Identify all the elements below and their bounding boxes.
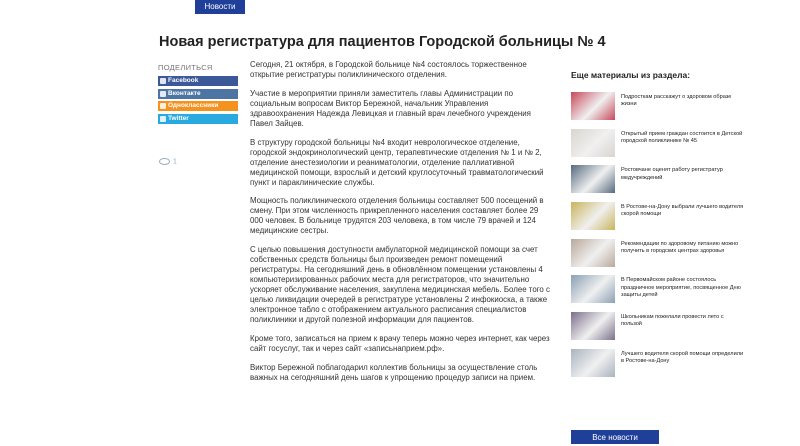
- news-item[interactable]: [571, 275, 751, 306]
- news-thumbnail[interactable]: [571, 275, 615, 303]
- article-paragraph: Мощность поликлинического отделения больницы составляет 500 посещений в смену. При этом численность прикрепленного населения составляет более 29 000 человек. В больнице трудятся 203 человека, в том числе 79 врачей и 124 медицинские сестры.: [250, 196, 544, 236]
- share-button-label: Facebook: [168, 77, 199, 84]
- news-link[interactable]: Лучшего водителя скорой помощи определили в Ростове-на-Дону: [621, 350, 744, 365]
- odnoklassniki-icon: [160, 103, 166, 109]
- share-button-twitter[interactable]: [158, 114, 238, 124]
- related-news-sidebar: [571, 70, 751, 386]
- news-item[interactable]: [571, 202, 751, 233]
- news-link[interactable]: В Ростове-на-Дону выбрали лучшего водителя скорой помощи: [621, 204, 744, 218]
- news-thumbnail[interactable]: [571, 92, 615, 120]
- news-link[interactable]: Рекомендации по здоровому питанию можно получить в городских центрах здоровья: [621, 240, 739, 254]
- news-item[interactable]: [571, 239, 751, 270]
- share-button-facebook[interactable]: [158, 76, 238, 86]
- share-button-label: Вконтакте: [168, 89, 201, 97]
- news-thumbnail[interactable]: [571, 239, 615, 267]
- eye-icon: [159, 158, 170, 165]
- news-thumbnail[interactable]: [571, 202, 615, 230]
- nav-tab-news[interactable]: Новости: [195, 0, 245, 14]
- article-paragraph: Сегодня, 21 октября, в Городской больнице №4 состоялось торжественное открытие регистратуры поликлинического отделения.: [250, 60, 527, 79]
- news-thumbnail[interactable]: [571, 129, 615, 157]
- news-link[interactable]: Ростовчане оценят работу регистратур медучреждений: [621, 167, 723, 181]
- news-item[interactable]: [571, 92, 751, 123]
- news-link[interactable]: Открытый прием граждан состоится в Детской городской поликлинике № 45: [621, 130, 743, 144]
- sidebar-title: Еще материалы из раздела:: [571, 70, 691, 80]
- page-title: Новая регистратура для пациентов Городской больницы № 4: [159, 34, 606, 50]
- news-item[interactable]: [571, 129, 751, 160]
- twitter-icon: [160, 116, 166, 122]
- article-body: [250, 60, 550, 392]
- all-news-button[interactable]: Все новости: [571, 430, 659, 444]
- news-item[interactable]: [571, 312, 751, 343]
- share-button-label: Twitter: [168, 114, 189, 122]
- article-paragraph: Виктор Бережной поблагодарил коллектив больницы за осуществление столь важных на сегодняшний день шагов к упрощению процедур записи на прием.: [250, 362, 538, 382]
- news-thumbnail[interactable]: [571, 349, 615, 377]
- news-link[interactable]: Школьникам пожелали провести лето с пользой: [621, 314, 724, 328]
- article-paragraph: В структуру городской больницы №4 входит неврологическое отделение, городской эндокринологический центр, терапевтические отделения № 1 и № 2, отделение анестезиологии и реаниматологии, отделение паллиативной медицинской помощи, взрослый и детский круглосуточный травматологический пункт и параклинические службы.: [250, 137, 544, 187]
- article-paragraph: С целью повышения доступности амбулаторной медицинской помощи за счет собственных средств больницы был произведен ремонт помещений регистратуры. На сегодняшний день в обновлённом помещении установлены 4 компьютеризированных рабочих места для регистраторов, что значительно ускоряет обслуживание населения, закуплена медицинская мебель. Более того с целью ликвидации очередей в регистратуре установлены 2 инфокиоска, а также электронное табло с отображением актуального расписания специалистов поликлиники и другой полезной информации для пациентов.: [250, 245, 550, 325]
- news-thumbnail[interactable]: [571, 312, 615, 340]
- views-count: 1: [173, 158, 177, 166]
- top-navigation: [0, 0, 800, 14]
- news-thumbnail[interactable]: [571, 165, 615, 193]
- share-panel: [158, 63, 238, 126]
- vk-icon: [160, 91, 166, 97]
- views-counter: [159, 158, 177, 165]
- share-button-label: Одноклассники: [168, 102, 219, 109]
- news-item[interactable]: [571, 165, 751, 196]
- news-link[interactable]: В Первомайском районе состоялось праздничное мероприятие, посвященное Дню защиты детей: [621, 277, 741, 298]
- share-heading: ПОДЕЛИТЬСЯ: [158, 63, 213, 72]
- facebook-icon: [160, 78, 166, 84]
- article-paragraph: Участие в мероприятии приняли заместитель главы Администрации по социальным вопросам Виктор Бережной, начальник Управления здравоохранения Надежда Левицкая и главный врач лечебного учреждения Павел Зайцев.: [250, 88, 531, 128]
- share-button-odnoklassniki[interactable]: [158, 101, 238, 111]
- news-link[interactable]: Подросткам расскажут о здоровом образе жизни: [621, 94, 732, 108]
- article-paragraph: Кроме того, записаться на прием к врачу теперь можно через интернет, как через сайт госуслуг, так и через сайт «записьнаприем.рф».: [250, 333, 550, 353]
- share-button-vk[interactable]: [158, 89, 238, 99]
- news-item[interactable]: [571, 349, 751, 380]
